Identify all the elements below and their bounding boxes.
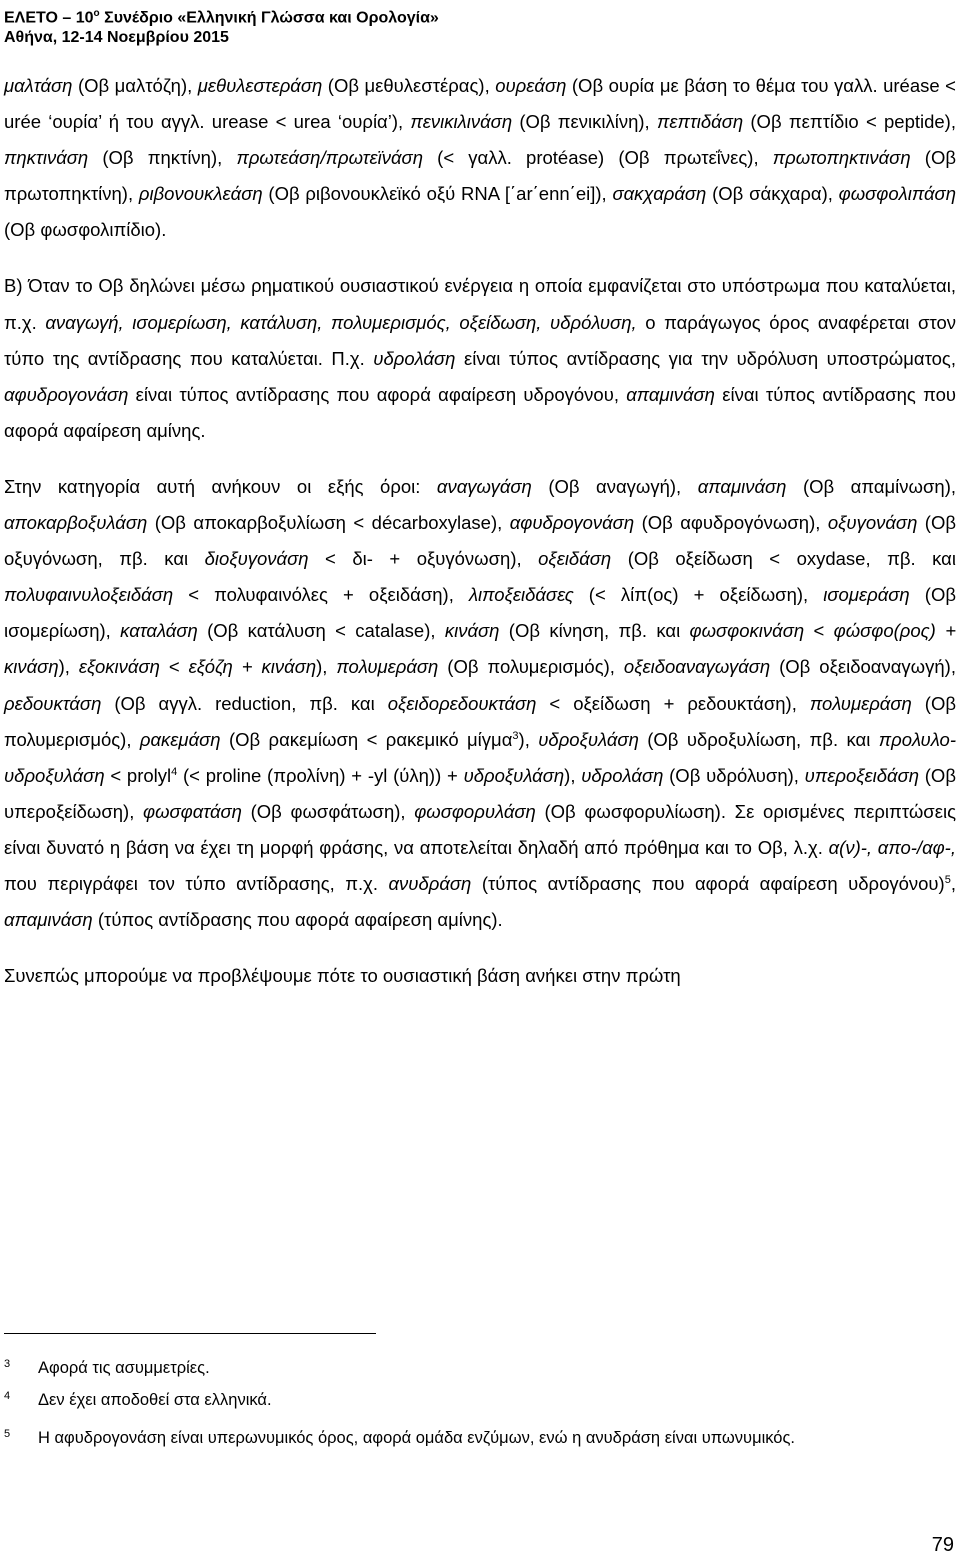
term: φωσφολιπάση bbox=[838, 183, 956, 205]
term: οξειδάση bbox=[538, 548, 612, 570]
text: (Οβ φωσφορυλίωση). Σε ορισμένες περιπτώσεις είναι δυνατό η βάση να έχει τη μορφή φράσης, να αποτελείται δηλαδή από πρόθημα και το Οβ, λ.χ. bbox=[4, 800, 956, 858]
text: (Οβ οξειδοαναγωγή), bbox=[770, 656, 956, 678]
term: καταλάση bbox=[120, 620, 198, 642]
term: ριβονουκλεάση bbox=[138, 183, 263, 205]
header-text: Συνέδριο «Ελληνική Γλώσσα και Ορολογία» bbox=[99, 9, 439, 27]
term: α(ν)-, απο-/αφ-, bbox=[828, 836, 956, 858]
term: πηκτινάση bbox=[4, 147, 89, 169]
text: (Οβ πενικιλίνη), bbox=[512, 111, 657, 133]
document-body bbox=[4, 68, 956, 994]
footnote-ref: 3 bbox=[512, 729, 519, 742]
text: ), bbox=[316, 656, 337, 678]
term: πρωτεάση/πρωτεϊνάση bbox=[236, 147, 423, 169]
text: (Οβ ισομερίωση), bbox=[4, 584, 956, 642]
term: φωσφατάση bbox=[143, 800, 242, 822]
term: εξοκινάση bbox=[78, 656, 160, 678]
text: (Οβ αγγλ. reduction, πβ. και bbox=[101, 692, 388, 714]
text: (Οβ πολυμερισμός), bbox=[438, 656, 624, 678]
term: ρεδουκτάση bbox=[4, 692, 102, 714]
term: ανυδράση bbox=[388, 872, 472, 894]
text: που περιγράφει τον τύπο αντίδρασης, π.χ. bbox=[4, 872, 389, 894]
text: (Οβ ριβονουκλεϊκό οξύ RNA [΄ar΄enn΄ei]), bbox=[262, 183, 613, 205]
text: ), bbox=[58, 656, 79, 678]
term: μαλτάση bbox=[4, 75, 73, 96]
text: < δι- + οξυγόνωση), bbox=[308, 548, 539, 570]
term: πολυμεράση bbox=[336, 656, 439, 678]
footnote-number: 5 bbox=[4, 1428, 11, 1440]
text: (Οβ μαλτόζη), bbox=[72, 75, 198, 96]
term: αναγωγάση bbox=[436, 475, 532, 497]
text: (Οβ οξείδωση < oxydase, πβ. και bbox=[611, 548, 956, 570]
text: (Οβ φωσφάτωση), bbox=[241, 800, 415, 822]
term: υπεροξειδάση bbox=[804, 764, 920, 786]
header-location-line: Αθήνα, 12-14 Νοεμβρίου 2015 bbox=[4, 29, 229, 47]
term: λιποξειδάσες bbox=[468, 584, 574, 606]
text: (Οβ κίνηση, πβ. και bbox=[499, 620, 690, 642]
term: αφυδρογονάση bbox=[4, 383, 129, 405]
footnote-text: Η αφυδρογονάση είναι υπερωνυμικός όρος, αφορά ομάδα ενζύμων, ενώ η ανυδράση είναι υπωνυμικός. bbox=[38, 1429, 796, 1447]
term: οξειδορεδουκτάση bbox=[387, 692, 537, 714]
text: (Οβ αποκαρβοξυλίωση < décarboxylase), bbox=[147, 512, 510, 534]
term: υδροξυλάση bbox=[538, 728, 639, 750]
text: (Οβ υδροξυλίωση, πβ. και bbox=[638, 728, 879, 750]
text: (Οβ ρακεμίωση < ρακεμικό μίγμα bbox=[220, 728, 513, 750]
page-number: 79 bbox=[931, 1534, 954, 1556]
text: (τύπος αντίδρασης που αφορά αφαίρεση υδρογόνου) bbox=[471, 872, 945, 894]
footnote-separator bbox=[4, 1333, 376, 1334]
running-header bbox=[4, 4, 504, 48]
text: ο παράγωγος όρος αναφέρεται στον τύπο της αντίδρασης που καταλύεται. Π.χ. bbox=[4, 311, 956, 369]
term: πενικιλινάση bbox=[410, 111, 513, 133]
term: απαμινάση bbox=[697, 475, 787, 497]
text: < bbox=[159, 656, 189, 678]
text: (Οβ σάκχαρα), bbox=[706, 183, 839, 205]
term: διοξυγονάση bbox=[204, 548, 309, 570]
text: Συνεπώς μπορούμε να προβλέψουμε πότε το ουσιαστική βάση ανήκει στην πρώτη bbox=[4, 965, 681, 987]
text: είναι τύπος αντίδρασης που αφορά αφαίρεση αμίνης. bbox=[4, 383, 957, 441]
term: μεθυλεστεράση bbox=[197, 75, 323, 96]
text: (Οβ υπεροξείδωση), bbox=[4, 764, 956, 822]
footnote-text: Δεν έχει αποδοθεί στα ελληνικά. bbox=[38, 1391, 272, 1409]
term: φωσφοκινάση bbox=[689, 620, 805, 642]
footnote-ref: 5 bbox=[944, 873, 951, 886]
text: Στην κατηγορία αυτή ανήκουν οι εξής όροι: bbox=[4, 475, 437, 497]
text: < οξείδωση + ρεδουκτάση), bbox=[536, 692, 810, 714]
term: κινάση bbox=[444, 620, 500, 642]
term: οξειδοαναγωγάση bbox=[623, 656, 771, 678]
text: (Οβ πεπτίδιο < peptide), bbox=[743, 111, 956, 133]
footnote-text: Αφορά τις ασυμμετρίες. bbox=[38, 1359, 210, 1377]
term: ουρεάση bbox=[495, 75, 567, 96]
text: ), bbox=[564, 764, 582, 786]
term: φωσφορυλάση bbox=[414, 800, 536, 822]
paragraph-enzyme-list bbox=[4, 68, 956, 248]
footnote-ref: 4 bbox=[171, 765, 178, 778]
term: πολυμεράση bbox=[809, 692, 912, 714]
term: υδρολάση bbox=[581, 764, 664, 786]
text: είναι τύπος αντίδρασης που αφορά αφαίρεση υδρογόνου, bbox=[128, 383, 627, 405]
header-text: ΕΛΕΤΟ – 10 bbox=[4, 9, 94, 27]
term: απαμινάση bbox=[4, 909, 93, 931]
term: σακχαράση bbox=[612, 183, 707, 205]
footnote-number: 4 bbox=[4, 1390, 11, 1402]
text: (< γαλλ. protéase) (Οβ πρωτεΐνες), bbox=[422, 147, 773, 169]
term: αφυδρογονάση bbox=[509, 512, 635, 534]
term: φώσφο(ρος) + κινάση bbox=[4, 620, 956, 678]
term: πολυφαινυλοξειδάση bbox=[4, 584, 174, 606]
text: (Οβ πηκτίνη), bbox=[88, 147, 237, 169]
text: < prolyl bbox=[104, 764, 172, 786]
text: (Οβ αναγωγή), bbox=[531, 475, 698, 497]
text: (< λίπ(ος) + οξείδωση), bbox=[573, 584, 824, 606]
term: απαμινάση bbox=[626, 383, 715, 405]
text: (Οβ υδρόλυση), bbox=[663, 764, 805, 786]
text: < πολυφαινόλες + οξειδάση), bbox=[173, 584, 469, 606]
text: είναι τύπος αντίδρασης για την υδρόλυση υποστρώματος, bbox=[455, 347, 956, 369]
text: (< proline (προλίνη) + -yl (ύλη)) + bbox=[177, 764, 464, 786]
term: υδροξυλάση bbox=[463, 764, 565, 786]
term: υδρολάση bbox=[373, 347, 456, 369]
paragraph-conclusion bbox=[4, 958, 956, 994]
term: ρακεμάση bbox=[139, 728, 221, 750]
text: (Οβ ουρία με βάση το θέμα του γαλλ. uréase < urée ‘ουρία’ ή του αγγλ. urease < urea ‘ουρία’), bbox=[4, 75, 956, 133]
text: ), bbox=[518, 728, 539, 750]
header-conference-line bbox=[4, 4, 504, 28]
text: (Οβ πολυμερισμός), bbox=[4, 692, 956, 750]
footnote-number: 3 bbox=[4, 1358, 11, 1370]
term: αποκαρβοξυλάση bbox=[4, 512, 148, 534]
term: ισομεράση bbox=[823, 584, 910, 606]
term: προλυλο-υδροξυλάση bbox=[4, 728, 956, 786]
paragraph-section-b bbox=[4, 268, 956, 448]
text: , bbox=[950, 872, 956, 894]
text: (Οβ κατάλυση < catalase), bbox=[197, 620, 445, 642]
term: πεπτιδάση bbox=[656, 111, 744, 133]
text: < bbox=[804, 620, 834, 642]
header-ordinal: ο bbox=[93, 8, 100, 19]
text: (Οβ πρωτοπηκτίνη), bbox=[4, 147, 956, 205]
paragraph-category-terms bbox=[4, 469, 956, 938]
term: οξυγονάση bbox=[827, 512, 918, 534]
text: (Οβ φωσφολιπίδιο). bbox=[4, 219, 167, 241]
term: πρωτοπηκτινάση bbox=[772, 147, 911, 169]
text: (Οβ οξυγόνωση, πβ. και bbox=[4, 512, 956, 570]
text: (Οβ μεθυλεστέρας), bbox=[322, 75, 496, 96]
text: (τύπος αντίδρασης που αφορά αφαίρεση αμίνης). bbox=[92, 909, 503, 931]
text: (Οβ απαμίνωση), bbox=[786, 475, 956, 497]
text: Β) Όταν το Οβ δηλώνει μέσω ρηματικού ουσιαστικού ενέργεια η οποία εμφανίζεται στο υπόστρωμα που καταλύεται, π.χ. bbox=[4, 275, 956, 333]
text: (Οβ αφυδρογόνωση), bbox=[634, 512, 828, 534]
term: αναγωγή, ισομερίωση, κατάλυση, πολυμερισμός, οξείδωση, υδρόλυση, bbox=[45, 311, 637, 333]
term: εξόζη + κινάση bbox=[188, 656, 317, 678]
